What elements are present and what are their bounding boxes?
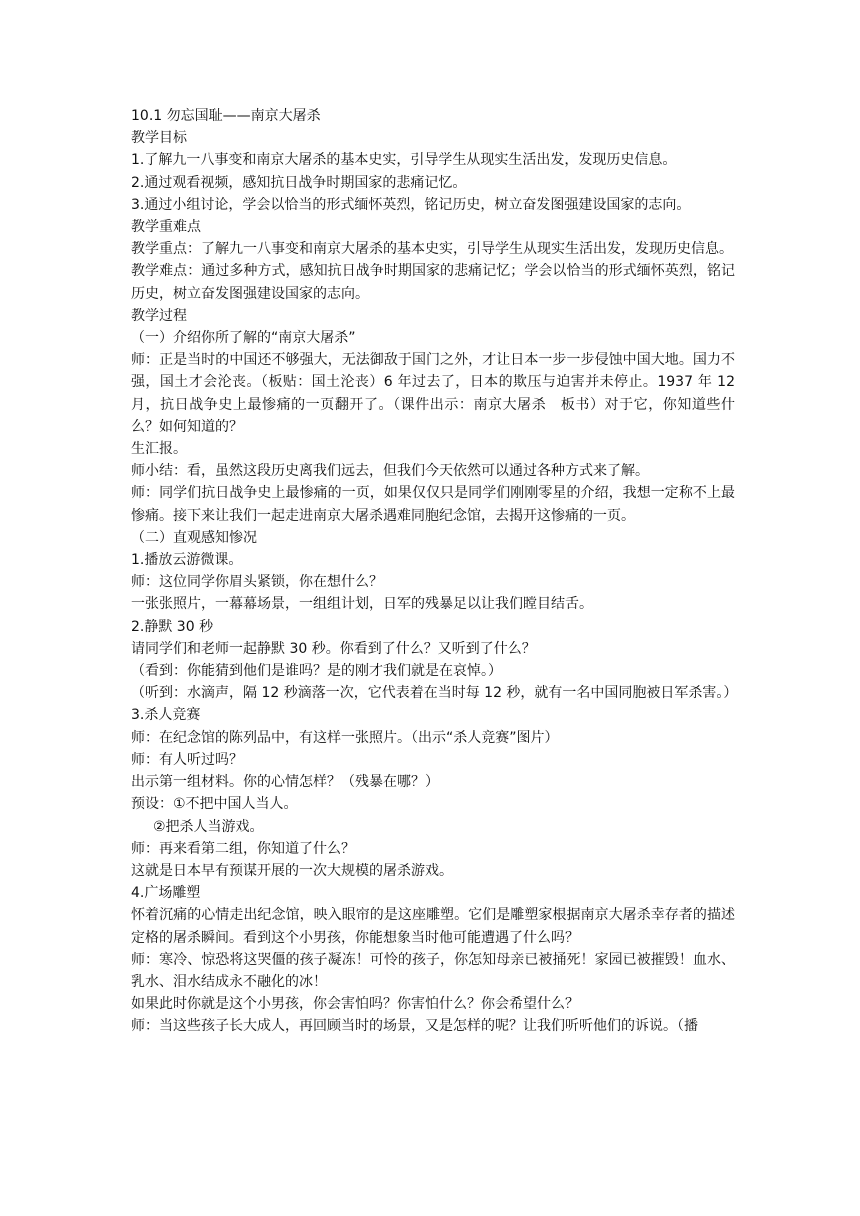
step-heading: 1.播放云游微课。 (131, 552, 243, 569)
objective-item: 2.通过观看视频，感知抗日战争时期国家的悲痛记忆。 (131, 174, 467, 191)
section-heading-objectives: 教学目标 (131, 130, 187, 147)
objective-item: 3.通过小组讨论，学会以恰当的形式缅怀英烈，铭记历史，树立奋发图强建设国家的志向。 (131, 196, 691, 213)
step-heading: 2.静默 30 秒 (131, 618, 214, 635)
body-paragraph: 生汇报。 (131, 441, 187, 458)
lesson-title: 10.1 勿忘国耻——南京大屠杀 (131, 108, 321, 124)
body-paragraph: 师：有人听过吗？ (131, 751, 243, 768)
body-paragraph: 师小结：看，虽然这段历史离我们远去，但我们今天依然可以通过各种方式来了解。 (131, 463, 649, 480)
key-point-paragraph: 教学重点：了解九一八事变和南京大屠杀的基本史实，引导学生从现实生活出发，发现历史信息。 (131, 241, 733, 258)
body-paragraph: 师：正是当时的中国还不够强大，无法御敌于国门之外，才让日本一步一步侵蚀中国大地。国力不强，国土才会沦丧。（板贴：国土沦丧）6 年过去了，日本的欺压与迫害并未停止。1937 年 12 月，抗日战争史上最惨痛的一页翻开了。（课件出示：南京大屠杀 板书）对于它，你知道些什么？如何知道的？ (131, 352, 735, 435)
body-paragraph: 师：在纪念馆的陈列品中，有这样一张照片。（出示“杀人竞赛”图片） (131, 729, 559, 746)
subsection-heading: （一）介绍你所了解的“南京大屠杀” (131, 330, 356, 347)
body-paragraph: 预设：①不把中国人当人。 (131, 796, 298, 813)
body-paragraph: 出示第一组材料。你的心情怎样？（残暴在哪？） (131, 774, 439, 791)
body-paragraph: （看到：你能猜到他们是谁吗？是的刚才我们就是在哀悼。） (131, 663, 502, 680)
body-paragraph: 师：这位同学你眉头紧锁，你在想什么？ (131, 574, 383, 591)
body-paragraph-indented: ②把杀人当游戏。 (153, 818, 264, 835)
body-paragraph: （听到：水滴声，隔 12 秒滴落一次，它代表着在当时每 12 秒，就有一名中国同胞被日军杀害。） (131, 685, 738, 702)
body-paragraph: 如果此时你就是这个小男孩，你会害怕吗？你害怕什么？你会希望什么？ (131, 996, 579, 1013)
body-paragraph: 这就是日本早有预谋开展的一次大规模的屠杀游戏。 (131, 862, 453, 879)
body-paragraph: 师：当这些孩子长大成人，再回顾当时的场景，又是怎样的呢？让我们听听他们的诉说。（播 (131, 1018, 698, 1035)
body-paragraph: 请同学们和老师一起静默 30 秒。你看到了什么？又听到了什么？ (131, 640, 536, 657)
body-paragraph: 师：同学们抗日战争史上最惨痛的一页，如果仅仅只是同学们刚刚零星的介绍，我想一定称不上最惨痛。接下来让我们一起走进南京大屠杀遇难同胞纪念馆，去揭开这惨痛的一页。 (131, 485, 735, 524)
document-page (131, 105, 738, 1038)
section-heading-key-points: 教学重难点 (131, 219, 201, 236)
body-paragraph: 师：寒冷、惊恐将这哭僵的孩子凝冻！可怜的孩子，你怎知母亲已被捅死！家园已被摧毁！血水、乳水、泪水结成永不融化的冰！ (131, 951, 735, 990)
subsection-heading: （二）直观感知惨况 (131, 529, 257, 546)
objective-item: 1.了解九一八事变和南京大屠杀的基本史实，引导学生从现实生活出发，发现历史信息。 (131, 152, 677, 169)
step-heading: 3.杀人竞赛 (131, 707, 201, 724)
section-heading-process: 教学过程 (131, 307, 187, 324)
body-paragraph: 一张张照片，一幕幕场景，一组组计划，日军的残暴足以让我们瞠目结舌。 (131, 596, 593, 613)
body-paragraph: 怀着沉痛的心情走出纪念馆，映入眼帘的是这座雕塑。它们是雕塑家根据南京大屠杀幸存者的描述定格的屠杀瞬间。看到这个小男孩，你能想象当时他可能遭遇了什么吗？ (131, 907, 735, 946)
body-paragraph: 师：再来看第二组，你知道了什么？ (131, 840, 355, 857)
step-heading: 4.广场雕塑 (131, 885, 201, 902)
difficulty-paragraph: 教学难点：通过多种方式，感知抗日战争时期国家的悲痛记忆；学会以恰当的形式缅怀英烈，铭记历史，树立奋发图强建设国家的志向。 (131, 263, 735, 302)
